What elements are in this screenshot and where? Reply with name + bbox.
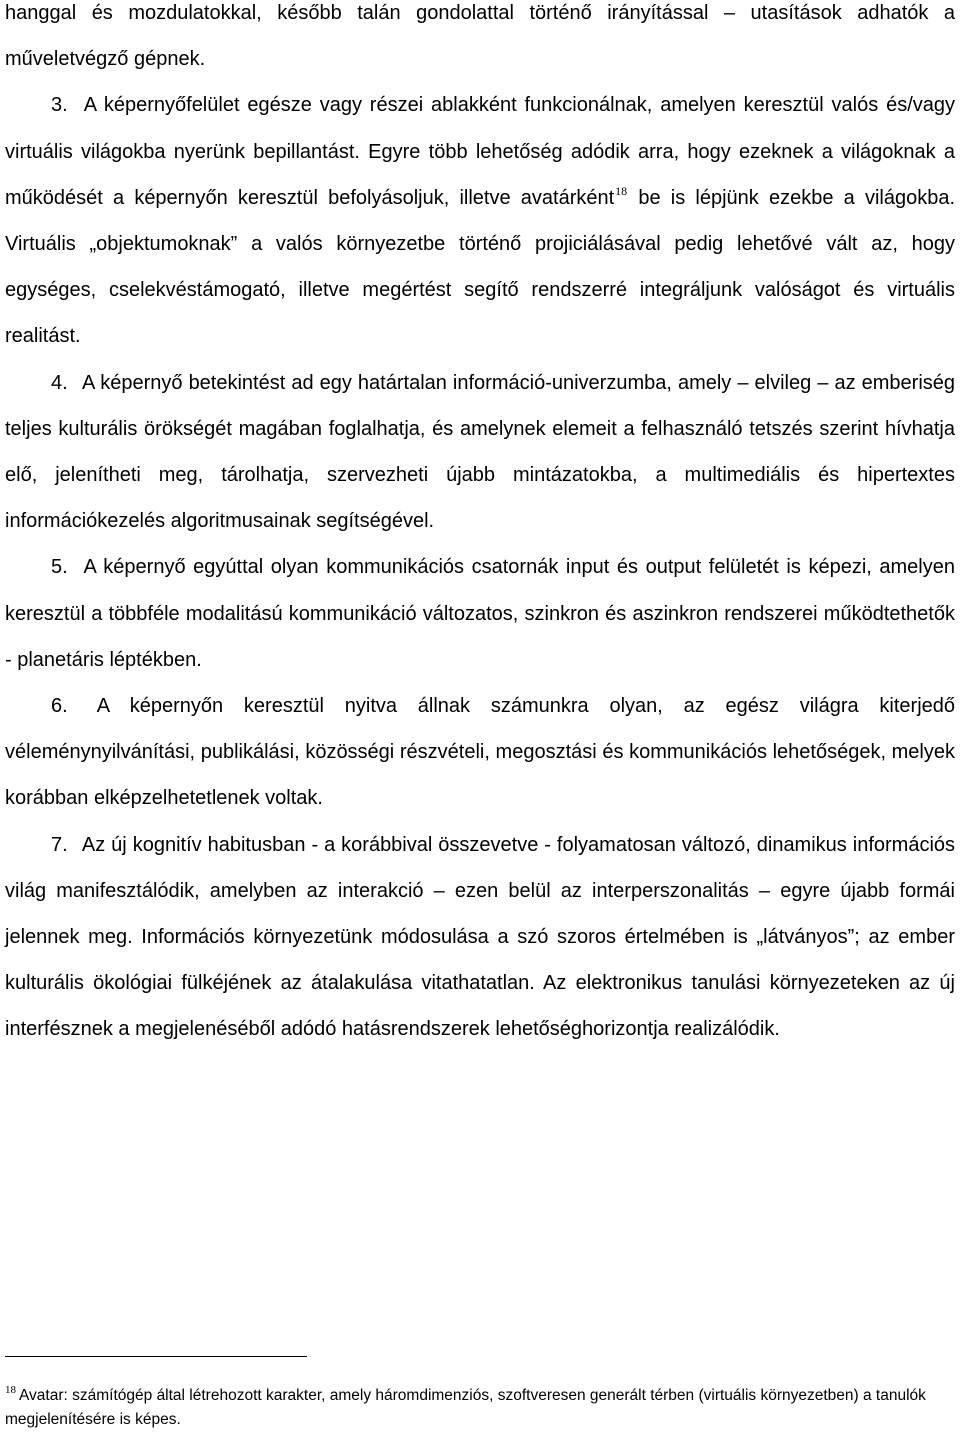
paragraph-4 [5, 360, 955, 545]
paragraph-number: 7. [51, 833, 68, 856]
body-text [5, 0, 955, 1053]
paragraph-number: 5. [51, 556, 68, 579]
document-page [5, 0, 955, 1440]
paragraph-7 [5, 822, 955, 1053]
paragraph-text: A képernyő egyúttal olyan kommunikációs csatornák input és output felületét is képezi, amelyen keresztül a többféle modalitású kommunikáció változatos, szinkron és aszinkron rendszerei működtethetők - planetáris léptékben. [5, 556, 955, 671]
footnote-text: Avatar: számítógép által létrehozott karakter, amely háromdimenziós, szoftveresen generált térben (virtuális környezetben) a tanulók megjelenítésére is képes. [5, 1387, 926, 1428]
paragraph-number: 6. [51, 695, 68, 718]
paragraph-text: A képernyőn keresztül nyitva állnak számunkra olyan, az egész világra kiterjedő véleménynyilvánítási, publikálási, közösségi részvételi, megosztási és kommunikációs lehetőségek, melyek korábban elképzelhetetlenek voltak. [5, 695, 956, 810]
paragraph-5 [5, 544, 955, 683]
paragraph-text: hanggal és mozdulatokkal, később talán gondolattal történő irányítással – utasítások adhatók a műveletvégző gépnek. [5, 2, 955, 71]
paragraph-3 [5, 82, 955, 359]
paragraph-text-after-footnote: be is lépjünk ezekbe a világokba. Virtuális „objektumoknak” a valós környezetbe történő projiciálásával pedig lehetővé vált az, hogy egységes, cselekvéstámogató, illetve megértést segítő rendszerré integráljunk valóságot és virtuális realitást. [5, 186, 955, 348]
paragraph-text-before-footnote: A képernyőfelület egésze vagy részei ablakként funkcionálnak, amelyen keresztül valós és/vagy virtuális világokba nyerünk bepillantást. Egyre több lehetőség adódik arra, hogy ezeknek a világoknak a működését a képernyőn keresztül befolyásoljuk, illetve avatárként [5, 94, 956, 209]
paragraph-6 [5, 683, 955, 822]
paragraph-number: 3. [51, 94, 68, 117]
paragraph-number: 4. [51, 371, 68, 394]
footnote-reference: 18 [615, 183, 628, 198]
footnote-separator [5, 1356, 307, 1357]
footnote-number: 18 [5, 1384, 16, 1396]
paragraph-text: Az új kognitív habitusban - a korábbival összevetve - folyamatosan változó, dinamikus információs világ manifesztálódik, amelyben az interakció – ezen belül az interperszonalitás – egyre újabb formái jelennek meg. Információs környezetünk módosulása a szó szoros értelmében is „látványos”; az ember kulturális ökológiai fülkéjének az átalakulása vitathatatlan. Az elektronikus tanulási környezeteken az új interfésznek a megjelenéséből adódó hatásrendszerek lehetőséghorizontja realizálódik. [5, 833, 956, 1041]
paragraph-text: A képernyő betekintést ad egy határtalan információ-univerzumba, amely – elvileg – az emberiség teljes kulturális örökségét magában foglalhatja, és amelynek elemeit a felhasználó tetszés szerint hívhatja elő, jelenítheti meg, tárolhatja, szervezheti újabb mintázatokba, a multimediális és hipertextes információkezelés algoritmusainak segítségével. [5, 371, 956, 533]
paragraph-continuation [5, 0, 955, 82]
footnote [5, 1384, 955, 1432]
